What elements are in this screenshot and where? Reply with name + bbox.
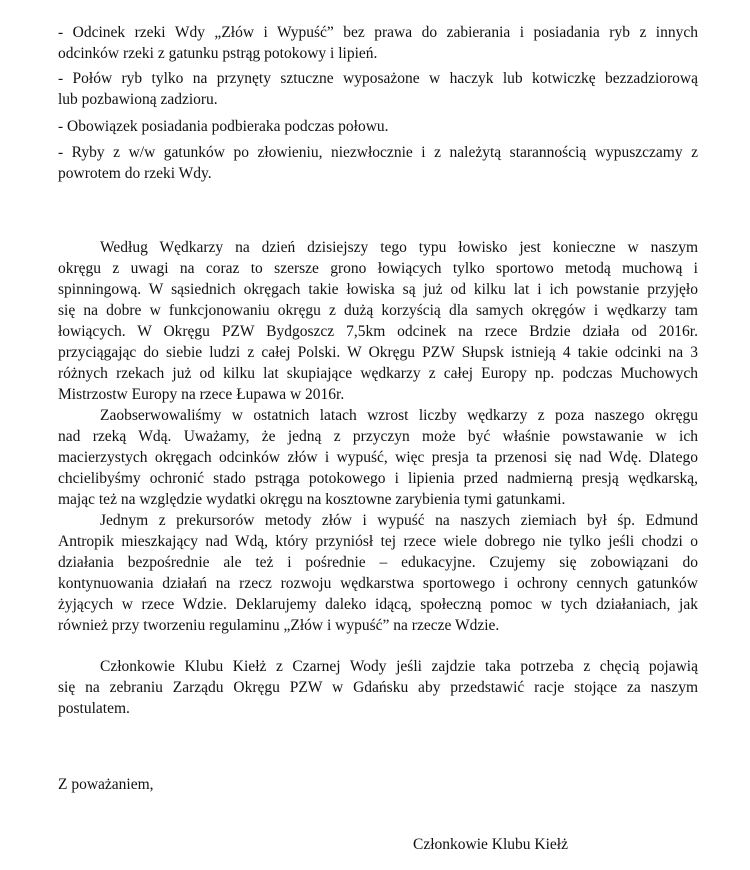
text-line: postulatem. [58, 700, 130, 717]
text-line: Mistrzostw Europy na rzece Łupawa w 2016r. [58, 386, 345, 403]
text-line: łowiących. W Okręgu PZW Bydgoszcz 7,5km odcinek na rzece Brdzie działa od 2016r. [58, 323, 698, 340]
text-line: działania bezpośrednie ale też i pośrednie – edukacyjne. Czujemy się zobowiązani do [58, 554, 698, 571]
text-line: przyciągając do siebie ludzi z całej Polski. W Okręgu PZW Słupsk istnieją 4 takie odcinki na 3 [58, 344, 698, 361]
text-line: macierzystych okręgach odcinków złów i wypuść, więc presja ta przenosi się nad Wdę. Dlatego [58, 449, 698, 466]
rule-item: - Odcinek rzeki Wdy „Złów i Wypuść” bez prawa do zabierania i posiadania ryb z innych [58, 24, 698, 41]
text-line: mając też na względzie wydatki okręgu na kosztowne zarybienia tymi gatunkami. [58, 491, 566, 508]
rule-item: - Obowiązek posiadania podbieraka podczas połowu. [58, 118, 389, 135]
rule-item-cont: odcinków rzeki z gatunku pstrąg potokowy i lipień. [58, 45, 378, 62]
text-line: Antropik mieszkający nad Wdą, który przyniósł tej rzece wiele dobrego nie tylko jeśli chodzi o [58, 533, 698, 550]
text-line: Jednym z prekursorów metody złów i wypuść na naszych ziemiach był śp. Edmund [100, 512, 698, 529]
text-line: nad rzeką Wdą. Uważamy, że jedną z przyczyn może być właśnie powstawanie w ich [58, 428, 698, 445]
signature: Członkowie Klubu Kiełż [413, 836, 568, 853]
text-line: Według Wędkarzy na dzień dzisiejszy tego typu łowisko jest konieczne w naszym [100, 239, 698, 256]
text-line: Zaobserwowaliśmy w ostatnich latach wzrost liczby wędkarzy z poza naszego okręgu [100, 407, 698, 424]
text-line: również przy tworzeniu regulaminu „Złów i wypuść” na rzecze Wdzie. [58, 617, 500, 634]
rule-item-cont: lub pozbawioną zadzioru. [58, 91, 218, 108]
rule-item: - Ryby z w/w gatunków po złowieniu, niezwłocznie i z należytą starannością wypuszczamy z [58, 144, 698, 161]
text-line: się na zebraniu Zarządu Okręgu PZW w Gdańsku aby przedstawić racje stojące za naszym [58, 679, 698, 696]
text-line: chcielibyśmy ochronić stado pstrąga potokowego i lipienia przed nadmierną presją wędkarską, [58, 470, 698, 487]
text-line: Członkowie Klubu Kiełż z Czarnej Wody jeśli zajdzie taka potrzeba z chęcią pojawią [100, 658, 698, 675]
text-line: spinningową. W sąsiednich okręgach takie łowiska są już od kilku lat i ich powstanie przyjęło [58, 281, 698, 298]
rule-item-cont: powrotem do rzeki Wdy. [58, 165, 212, 182]
text-line: różnych rzekach już od kilku lat skupiające wędkarzy z całej Europy np. podczas Muchowych [58, 365, 698, 382]
text-line: żyjących w rzece Wdzie. Deklarujemy daleko idącą, społeczną pomoc w tych działaniach, jak [58, 596, 698, 613]
closing-salutation: Z poważaniem, [58, 776, 154, 793]
text-line: okręgu z uwagi na coraz to szersze grono łowiących tylko sportowo metodą muchową i [58, 260, 698, 277]
text-line: się na dobre w funkcjonowaniu okręgu z dużą korzyścią dla samych okręgów i wędkarzy tam [58, 302, 698, 319]
text-line: kontynuowania działań na rzecz rozwoju wędkarstwa sportowego i ochrony cennych gatunków [58, 575, 698, 592]
rule-item: - Połów ryb tylko na przynęty sztuczne wyposażone w haczyk lub kotwiczkę bezzadziorową [58, 70, 698, 87]
